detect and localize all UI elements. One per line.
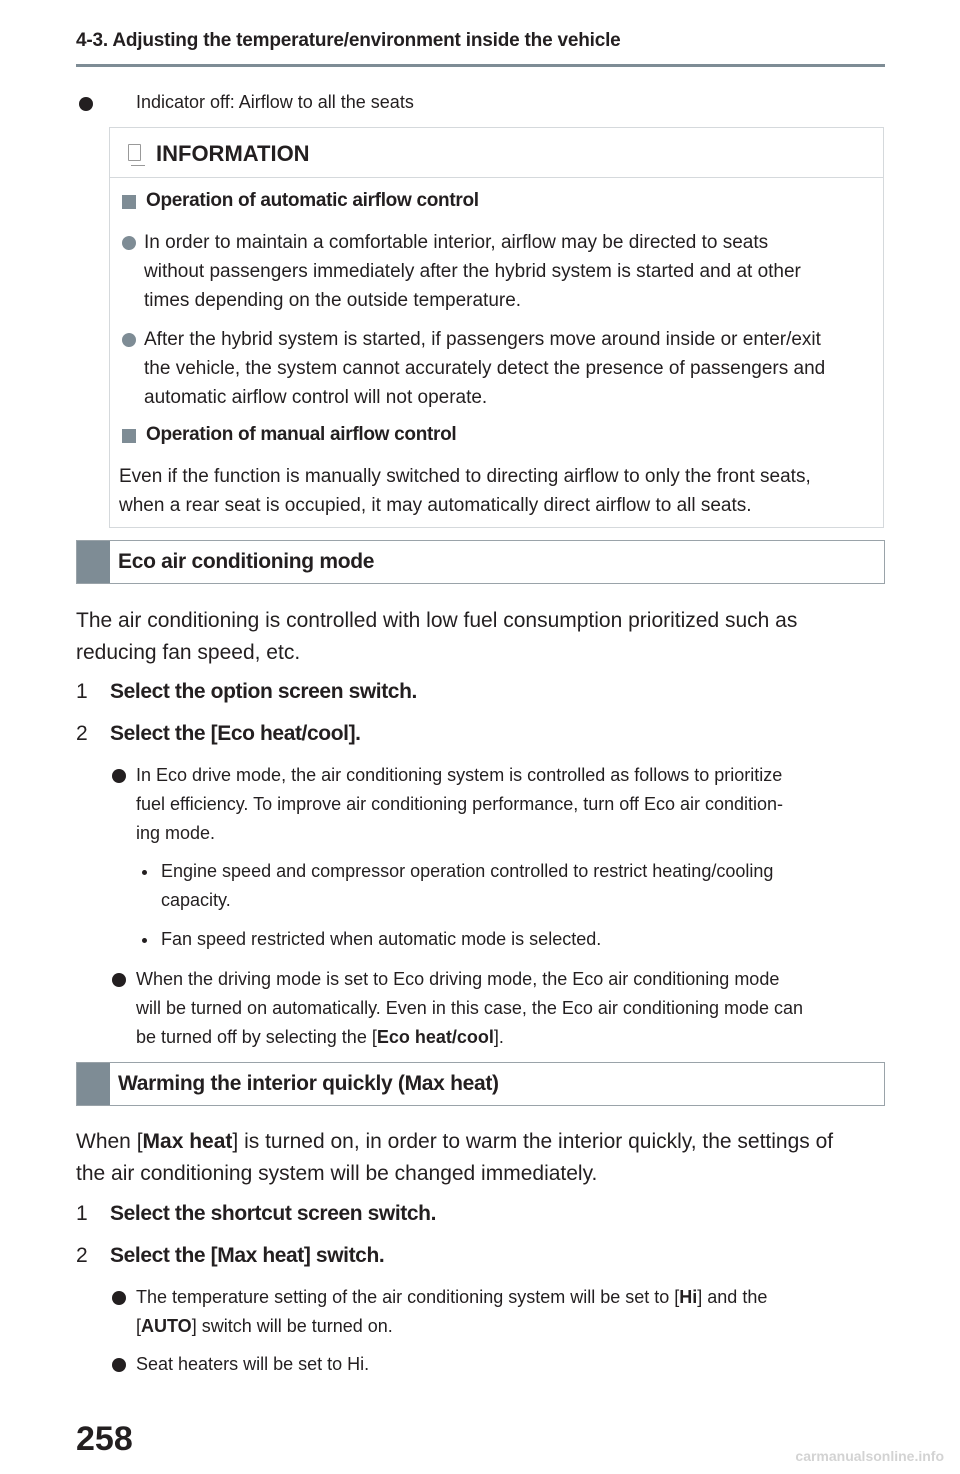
page-number: 258 [76, 1420, 133, 1458]
text-line: In Eco drive mode, the air conditioning system is controlled as follows to prioritize [136, 765, 783, 785]
text-line: capacity. [161, 890, 231, 910]
button-reference: Max heat [142, 1130, 233, 1153]
step-number: 1 [76, 680, 88, 703]
maxheat-intro [76, 1126, 886, 1190]
maxheat-bullet-text [136, 1283, 767, 1341]
eco-bullet-text [136, 761, 783, 848]
bullet-icon [122, 333, 136, 347]
text-line [136, 1283, 767, 1312]
maxheat-bullet2-text: Seat heaters will be set to Hi. [136, 1354, 370, 1374]
info-bullet-text [144, 228, 801, 315]
text-run: ] and the [697, 1287, 768, 1307]
eco-subbullet-text: Fan speed restricted when automatic mode is selected. [161, 929, 602, 949]
info-subheading-manual: Operation of manual airflow control [146, 424, 457, 445]
top-bullet-text: Indicator off: Airflow to all the seats [136, 92, 414, 112]
text-line: times depending on the outside temperature. [144, 290, 522, 311]
information-title: INFORMATION [156, 141, 310, 166]
text-line: The air conditioning is controlled with low fuel consumption prioritized such as [76, 609, 798, 632]
section-tab [77, 1063, 110, 1105]
text-line: automatic airflow control will not operate. [144, 387, 488, 408]
bullet-icon [112, 1291, 126, 1305]
sub-bullet-icon [142, 938, 147, 943]
text-line [76, 1126, 886, 1158]
text-run: The temperature setting of the air conditioning system will be set to [ [136, 1287, 680, 1307]
text-line [136, 1023, 803, 1052]
text-line: When the driving mode is set to Eco driving mode, the Eco air conditioning mode [136, 969, 780, 989]
step-number: 2 [76, 1244, 88, 1267]
text-line: when a rear seat is occupied, it may automatically direct airflow to all seats. [119, 495, 752, 516]
info-paragraph [119, 462, 811, 520]
eco-bullet2-text [136, 965, 803, 1052]
text-line: the vehicle, the system cannot accurately detect the presence of passengers and [144, 358, 826, 379]
text-line: will be turned on automatically. Even in this case, the Eco air conditioning mode can [136, 998, 804, 1018]
note-icon [128, 144, 141, 161]
bullet-icon [122, 236, 136, 250]
section-heading-maxheat [76, 1062, 885, 1106]
sub-bullet-icon [142, 870, 147, 875]
text-run: be turned off by selecting the [ [136, 1027, 377, 1047]
text-run: ] is turned on, in order to warm the interior quickly, the settings of [232, 1130, 834, 1153]
bullet-icon [112, 973, 126, 987]
square-bullet-icon [122, 195, 136, 209]
text-line: fuel efficiency. To improve air conditioning performance, turn off Eco air condition- [136, 794, 784, 814]
section-heading-label: Warming the interior quickly (Max heat) [118, 1072, 499, 1095]
step-text: Select the shortcut screen switch. [110, 1202, 437, 1225]
text-line: the air conditioning system will be changed immediately. [76, 1162, 598, 1185]
information-header [110, 128, 883, 178]
text-line: Even if the function is manually switched to directing airflow to only the front seats, [119, 466, 811, 487]
header-divider [76, 64, 885, 67]
text-run: ] switch will be turned on. [191, 1316, 393, 1336]
step-number: 2 [76, 722, 88, 745]
button-reference: Eco heat/cool [376, 1027, 494, 1047]
square-bullet-icon [122, 429, 136, 443]
step-text: Select the [Eco heat/cool]. [110, 722, 361, 745]
step-text: Select the option screen switch. [110, 680, 417, 703]
text-line: without passengers immediately after the hybrid system is started and at other [144, 261, 801, 282]
text-run: [ [136, 1316, 142, 1336]
bullet-icon [79, 97, 93, 111]
text-line: In order to maintain a comfortable interior, airflow may be directed to seats [144, 232, 769, 253]
button-reference: AUTO [141, 1316, 192, 1336]
bullet-icon [112, 1358, 126, 1372]
text-line [136, 1312, 767, 1341]
text-line: ing mode. [136, 823, 216, 843]
info-subheading-automatic: Operation of automatic airflow control [146, 190, 479, 211]
step-number: 1 [76, 1202, 88, 1225]
section-tab [77, 541, 110, 583]
eco-intro [76, 605, 886, 669]
info-bullet-text [144, 325, 825, 412]
step-text: Select the [Max heat] switch. [110, 1244, 385, 1267]
section-heading-eco [76, 540, 885, 584]
text-run: When [ [76, 1130, 143, 1153]
button-reference: Hi [679, 1287, 698, 1307]
section-heading-label: Eco air conditioning mode [118, 550, 375, 573]
text-line: Engine speed and compressor operation controlled to restrict heating/cooling [161, 861, 774, 881]
text-line: After the hybrid system is started, if passengers move around inside or enter/exit [144, 329, 821, 350]
information-box [109, 127, 884, 528]
watermark-text: carmanualsonline.info [795, 1448, 944, 1464]
text-run: ]. [493, 1027, 504, 1047]
text-line: reducing fan speed, etc. [76, 641, 301, 664]
bullet-icon [112, 769, 126, 783]
section-header: 4-3. Adjusting the temperature/environment inside the vehicle [76, 30, 621, 51]
eco-subbullet-text [161, 857, 773, 915]
